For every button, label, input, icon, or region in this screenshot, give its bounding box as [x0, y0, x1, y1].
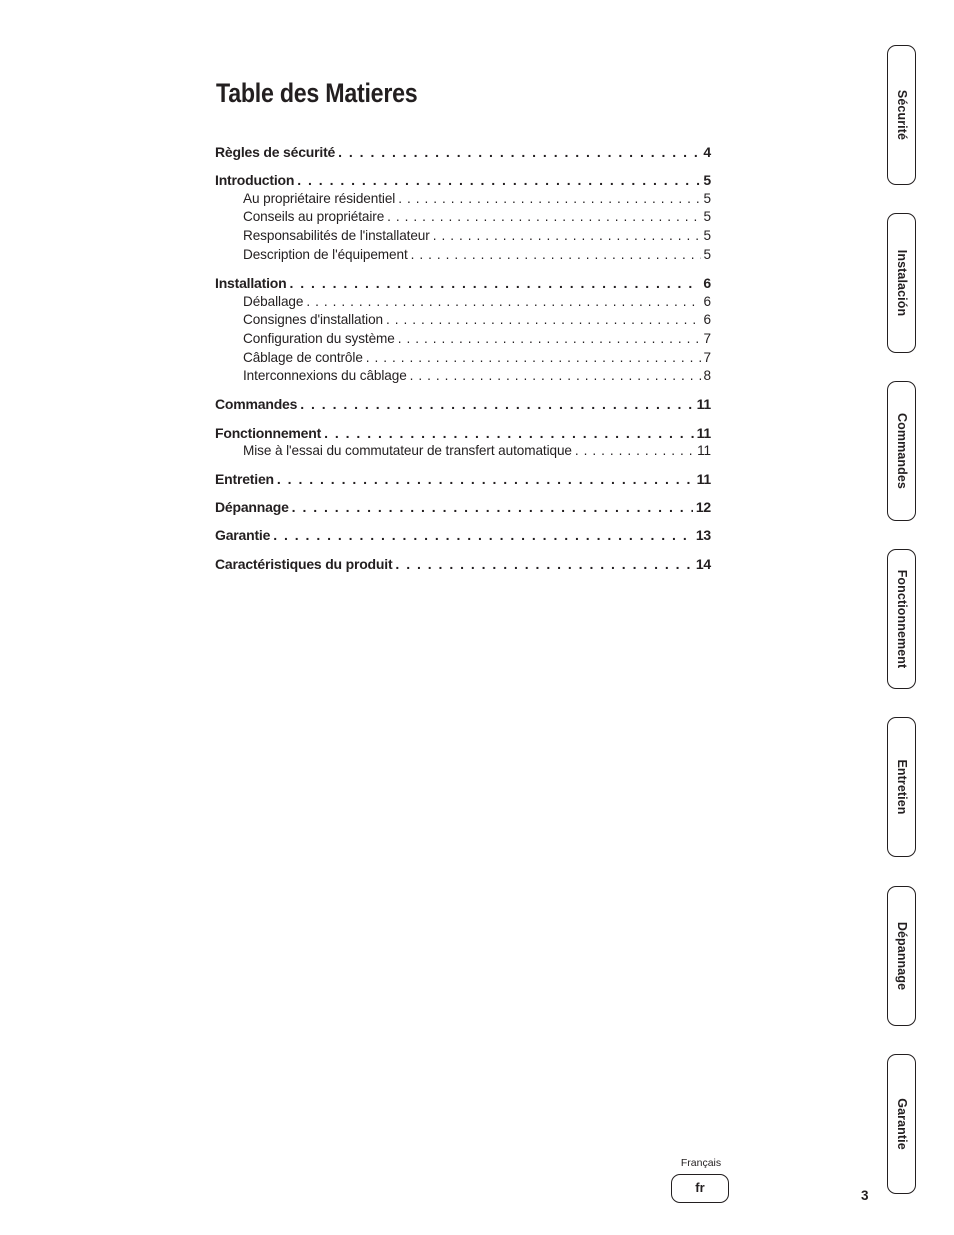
dot-leader	[297, 171, 700, 190]
dot-leader	[290, 274, 701, 293]
toc-entry-page: 13	[695, 527, 711, 544]
toc-entry-introduction[interactable]	[215, 171, 711, 190]
toc-entry-regles-de-securite[interactable]	[215, 143, 711, 162]
toc-subentry[interactable]	[215, 293, 711, 312]
tab-label: Dépannage	[894, 921, 909, 991]
toc-entry-label: Commandes	[215, 396, 298, 413]
dot-leader	[411, 246, 701, 265]
toc-subentry[interactable]	[215, 349, 711, 368]
toc-entry-page: 5	[703, 172, 711, 189]
dot-leader	[386, 311, 701, 330]
toc-entry-label: Caractéristiques du produit	[215, 555, 393, 572]
tab-label: Fonctionnement	[894, 569, 909, 669]
toc-subentry[interactable]	[215, 227, 711, 246]
toc-subentry[interactable]	[215, 330, 711, 349]
tab-entretien[interactable]	[887, 717, 916, 857]
tab-depannage[interactable]	[887, 886, 916, 1026]
toc-subentry-label: Déballage	[243, 293, 304, 309]
toc-entry-caracteristiques[interactable]	[215, 555, 711, 574]
toc-subentry-label: Mise à l'essai du commutateur de transfert automatique	[243, 443, 572, 459]
toc-subentry[interactable]	[215, 208, 711, 227]
tab-instalacion[interactable]	[887, 213, 916, 353]
dot-leader	[338, 143, 700, 162]
toc-entry-commandes[interactable]	[215, 395, 711, 414]
toc-entry-label: Fonctionnement	[215, 424, 322, 441]
toc-entry-page: 11	[696, 424, 711, 441]
tab-commandes[interactable]	[887, 381, 916, 521]
toc-entry-fonctionnement[interactable]	[215, 424, 711, 443]
tab-garantie[interactable]	[887, 1054, 916, 1194]
toc-subentry-page: 5	[703, 190, 711, 206]
page-title: Table des Matieres	[216, 78, 418, 108]
toc-subentry-label: Configuration du système	[243, 330, 395, 346]
tab-label: Garantie	[894, 1098, 909, 1150]
toc-subentry[interactable]	[215, 311, 711, 330]
toc-subentry-page: 7	[703, 330, 711, 346]
tab-label: Commandes	[894, 413, 909, 489]
toc-entry-page: 12	[695, 499, 711, 516]
toc-subentry[interactable]	[215, 190, 711, 209]
toc-entry-page: 11	[696, 396, 711, 413]
toc-subentry-label: Responsabilités de l'installateur	[243, 228, 430, 244]
dot-leader	[277, 470, 694, 489]
dot-leader	[398, 190, 700, 209]
toc-subentry-page: 11	[697, 443, 711, 459]
toc-entry-label: Garantie	[215, 527, 271, 544]
dot-leader	[398, 330, 701, 349]
toc-entry-depannage[interactable]	[215, 498, 711, 517]
tab-label: Sécurité	[894, 89, 909, 141]
toc-subentry-label: Description de l'équipement	[243, 246, 408, 262]
dot-leader	[366, 349, 701, 368]
toc-entry-garantie[interactable]	[215, 526, 711, 545]
toc-subentry-page: 5	[703, 246, 711, 262]
dot-leader	[292, 498, 693, 517]
toc-subentry-page: 8	[703, 368, 711, 384]
toc-subentry[interactable]	[215, 246, 711, 265]
toc-entry-page: 4	[703, 144, 711, 160]
tab-label: Instalación	[894, 249, 909, 317]
table-of-contents	[215, 143, 711, 573]
toc-entry-entretien[interactable]	[215, 470, 711, 489]
toc-subentry-label: Conseils au propriétaire	[243, 209, 385, 225]
toc-entry-installation[interactable]	[215, 274, 711, 293]
dot-leader	[433, 227, 701, 246]
toc-entry-page: 14	[695, 555, 711, 572]
language-label: Français	[680, 1157, 722, 1169]
toc-subentry[interactable]	[215, 442, 711, 461]
toc-entry-label: Dépannage	[215, 499, 289, 516]
toc-subentry-label: Au propriétaire résidentiel	[243, 190, 396, 206]
dot-leader	[410, 367, 701, 386]
toc-entry-label: Entretien	[215, 471, 274, 488]
tab-label: Entretien	[894, 759, 909, 815]
toc-entry-label: Installation	[215, 274, 287, 291]
toc-subentry-label: Câblage de contrôle	[243, 349, 363, 365]
toc-entry-page: 6	[703, 274, 711, 291]
toc-subentry-label: Interconnexions du câblage	[243, 368, 407, 384]
toc-subentry-label: Consignes d'installation	[243, 312, 383, 328]
language-badge[interactable]: fr	[671, 1174, 729, 1203]
toc-subentry-page: 5	[703, 209, 711, 225]
dot-leader	[324, 424, 694, 443]
toc-subentry-page: 6	[703, 312, 711, 328]
dot-leader	[575, 442, 694, 461]
toc-subentry-page: 7	[703, 349, 711, 365]
dot-leader	[306, 293, 700, 312]
toc-subentry-page: 6	[703, 293, 711, 309]
dot-leader	[387, 208, 700, 227]
tab-securite[interactable]	[887, 45, 916, 185]
toc-subentry[interactable]	[215, 367, 711, 386]
toc-entry-label: Introduction	[215, 172, 295, 189]
toc-entry-page: 11	[696, 471, 711, 488]
page-number: 3	[861, 1188, 869, 1203]
toc-subentry-page: 5	[703, 228, 711, 244]
dot-leader	[395, 555, 692, 574]
tab-fonctionnement[interactable]	[887, 549, 916, 689]
dot-leader	[273, 526, 693, 545]
dot-leader	[300, 395, 693, 414]
toc-entry-label: Règles de sécurité	[215, 144, 336, 160]
